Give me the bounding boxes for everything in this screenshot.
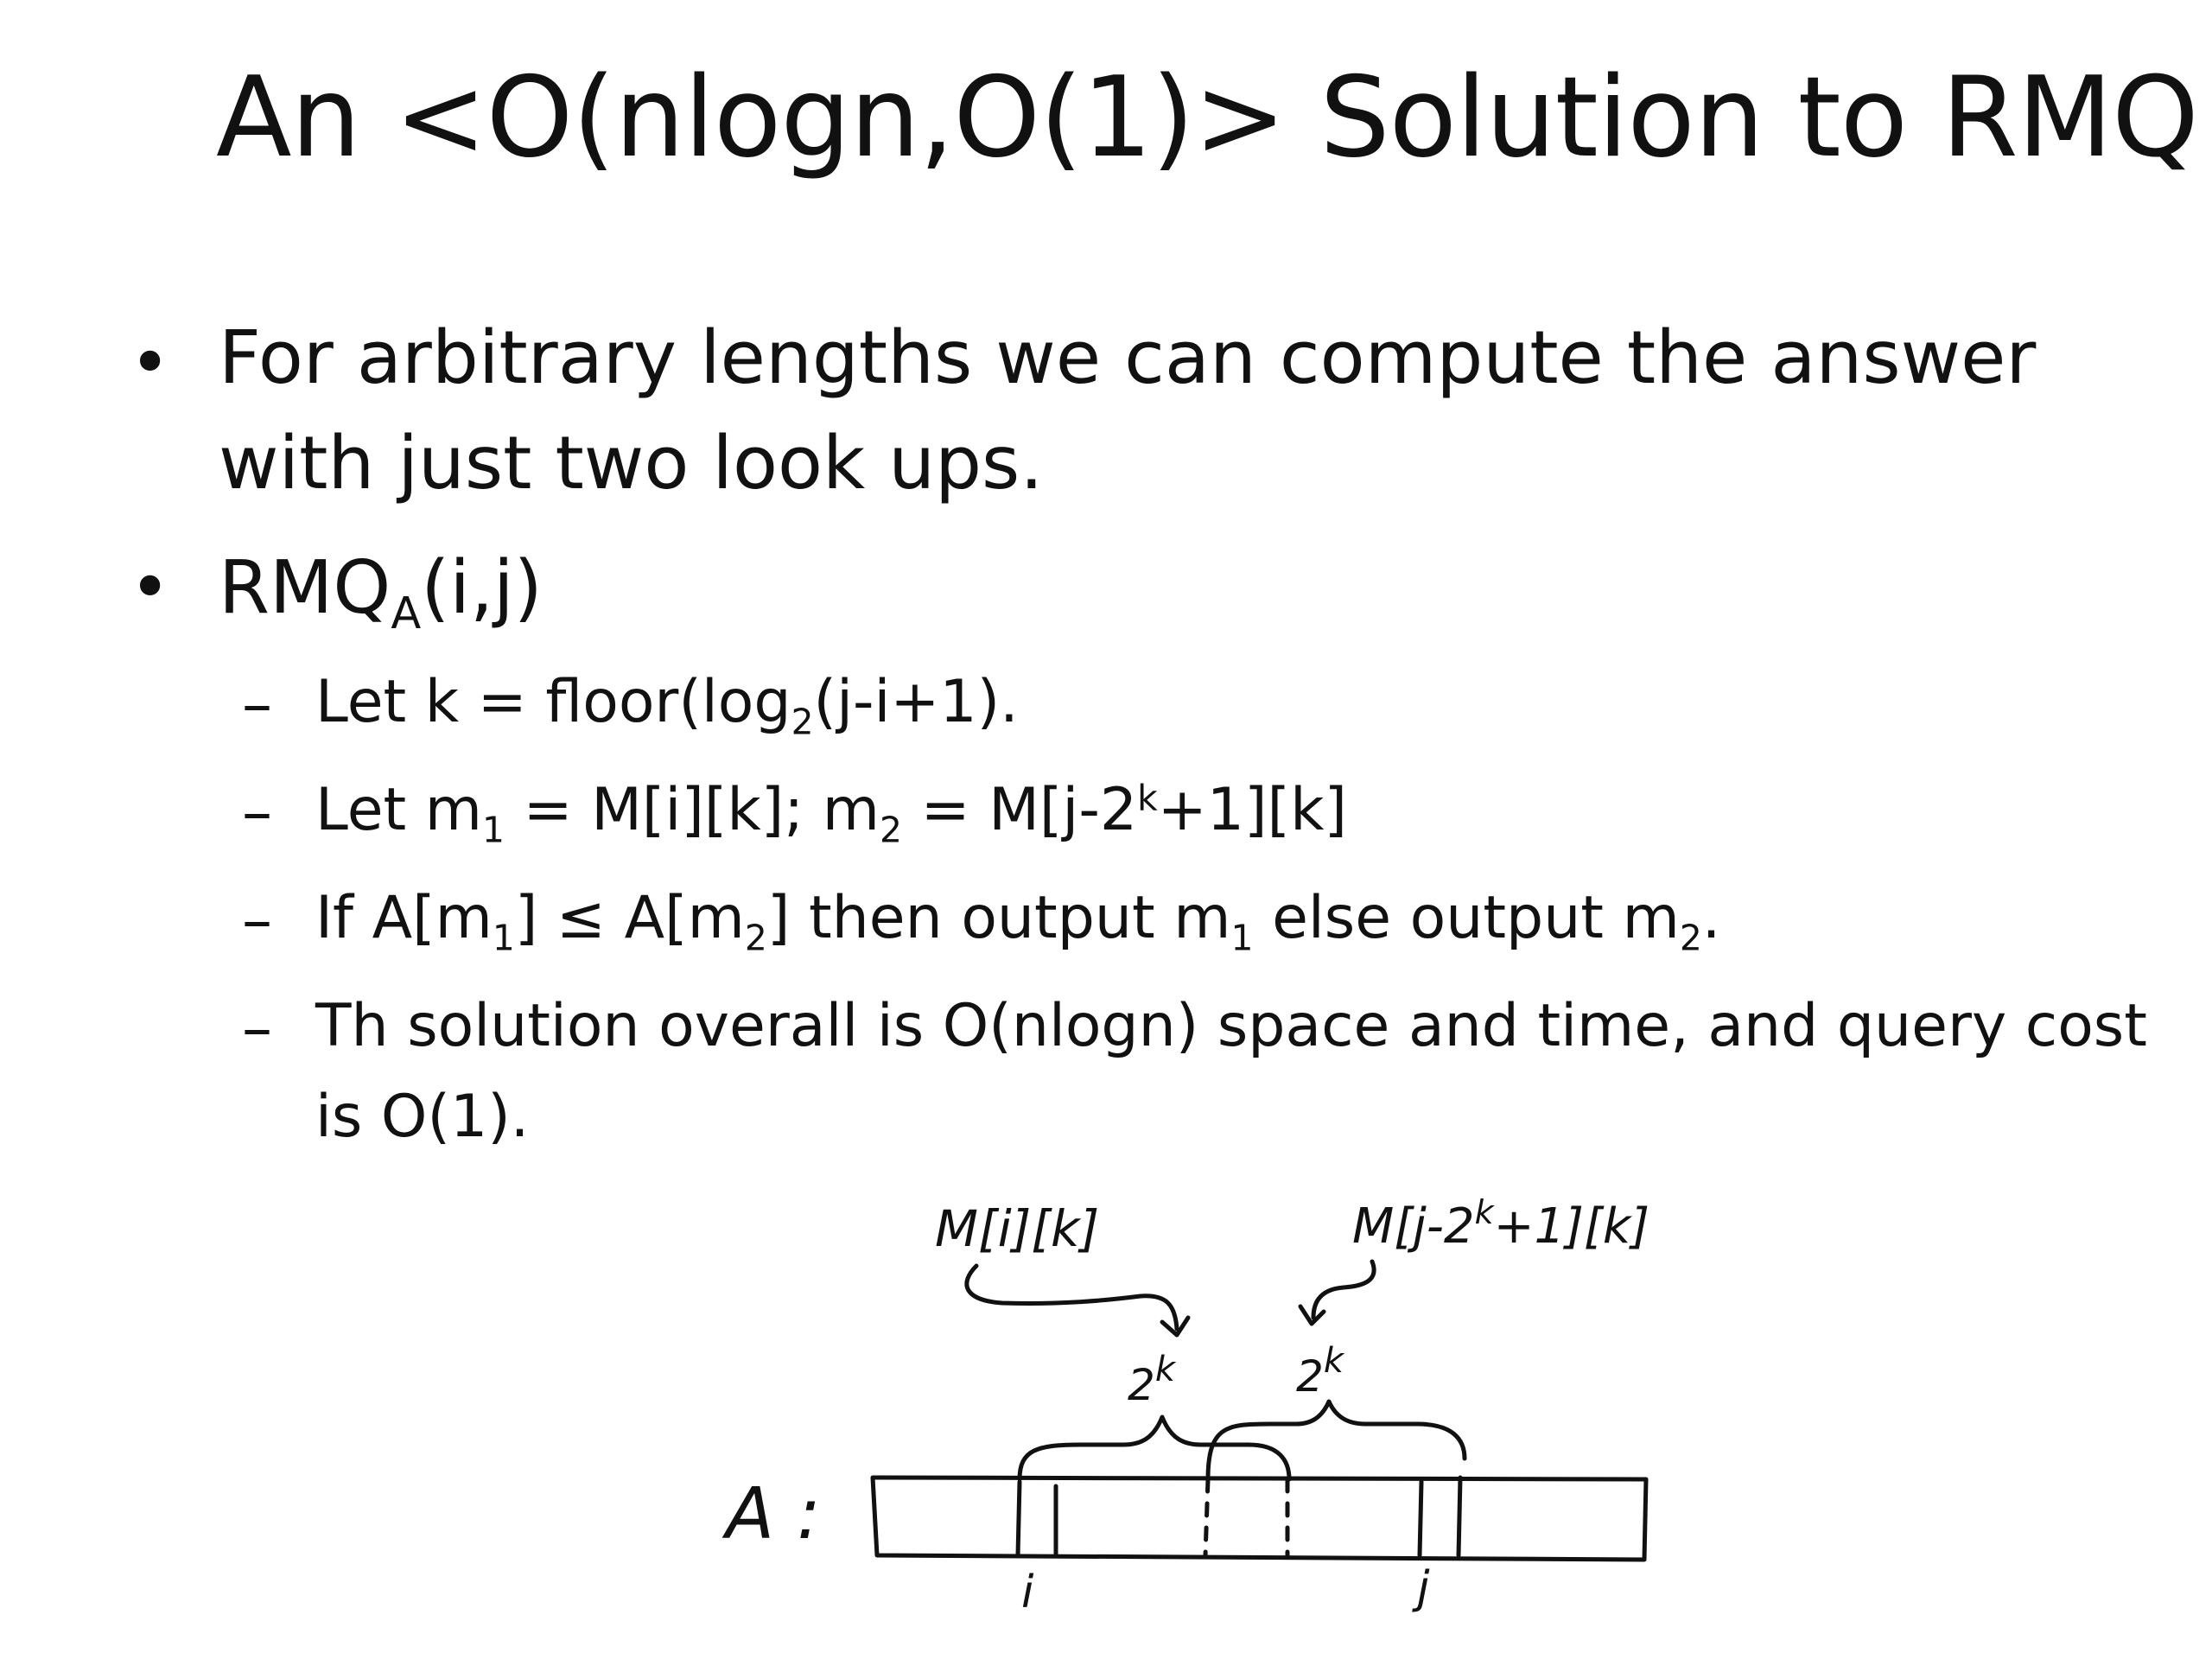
dash-1: – (242, 669, 272, 740)
k-line-sub: 2 (791, 701, 814, 743)
if-line-s2: 2 (744, 917, 767, 959)
m-line-mid1: = M[i][k]; m (505, 776, 880, 844)
m-line-pre: Let m (315, 776, 483, 844)
bullet-1-text: For arbitrary lengths we can compute the answer with just two look ups. (219, 315, 2037, 506)
k-line-post: (j-i+1). (813, 668, 1019, 736)
index-j-line-2 (1459, 1478, 1460, 1555)
dash-2: – (242, 777, 272, 848)
m-line-sub2: 2 (880, 809, 903, 851)
if-line-d: else output m (1253, 884, 1680, 952)
index-i-label: i (1021, 1567, 1034, 1618)
overlap-dash-left (1205, 1479, 1208, 1555)
rmq-subscript: A (391, 588, 422, 639)
if-line-s3: 1 (1230, 917, 1254, 959)
label-m-j-k: $M[j-2^k+1][k]$ (1352, 1193, 1650, 1255)
m-line-mid2: = M[j-2 (902, 776, 1138, 844)
if-line-s4: 2 (1679, 917, 1702, 959)
subitem-cost-line: Th solution overall is O(nlogn) space and time, and query cost is O(1). (315, 992, 2147, 1151)
left-arrow (967, 1266, 1177, 1329)
right-arrow (1313, 1262, 1374, 1318)
m-line-sub1: 1 (482, 809, 505, 851)
index-i-line-1 (1018, 1482, 1020, 1555)
m-line-post: +1][k] (1157, 776, 1347, 844)
if-line-a: If A[m (315, 884, 493, 952)
array-box (873, 1478, 1646, 1560)
if-line-b: ] ≤ A[m (514, 884, 745, 952)
index-j-label: j (1417, 1562, 1430, 1614)
m-line-sup: k (1137, 777, 1158, 819)
if-line-c: ] then output m (766, 884, 1231, 952)
slide-title: An <O(nlogn,O(1)> Solution to RMQ (216, 54, 2198, 182)
k-line-pre: Let k = floor(log (315, 668, 791, 736)
if-line-e: . (1701, 884, 1721, 952)
label-m-i-k: M[i][k] (935, 1199, 1100, 1258)
if-line-s1: 1 (492, 917, 515, 959)
rmq-args: (i,j) (421, 545, 543, 631)
span-right-label: 2$^k$ (1296, 1341, 1344, 1402)
array-label: A : (726, 1473, 821, 1555)
bullet-dot-1: • (130, 322, 171, 403)
dash-3: – (242, 885, 272, 956)
span-left-label: 2$^k$ (1128, 1350, 1175, 1410)
rmq-label: RMQ (219, 545, 391, 631)
right-brace (1208, 1402, 1465, 1479)
index-j-line-1 (1420, 1482, 1421, 1555)
bullet-dot-2: • (130, 547, 171, 627)
dash-4: – (242, 993, 272, 1064)
